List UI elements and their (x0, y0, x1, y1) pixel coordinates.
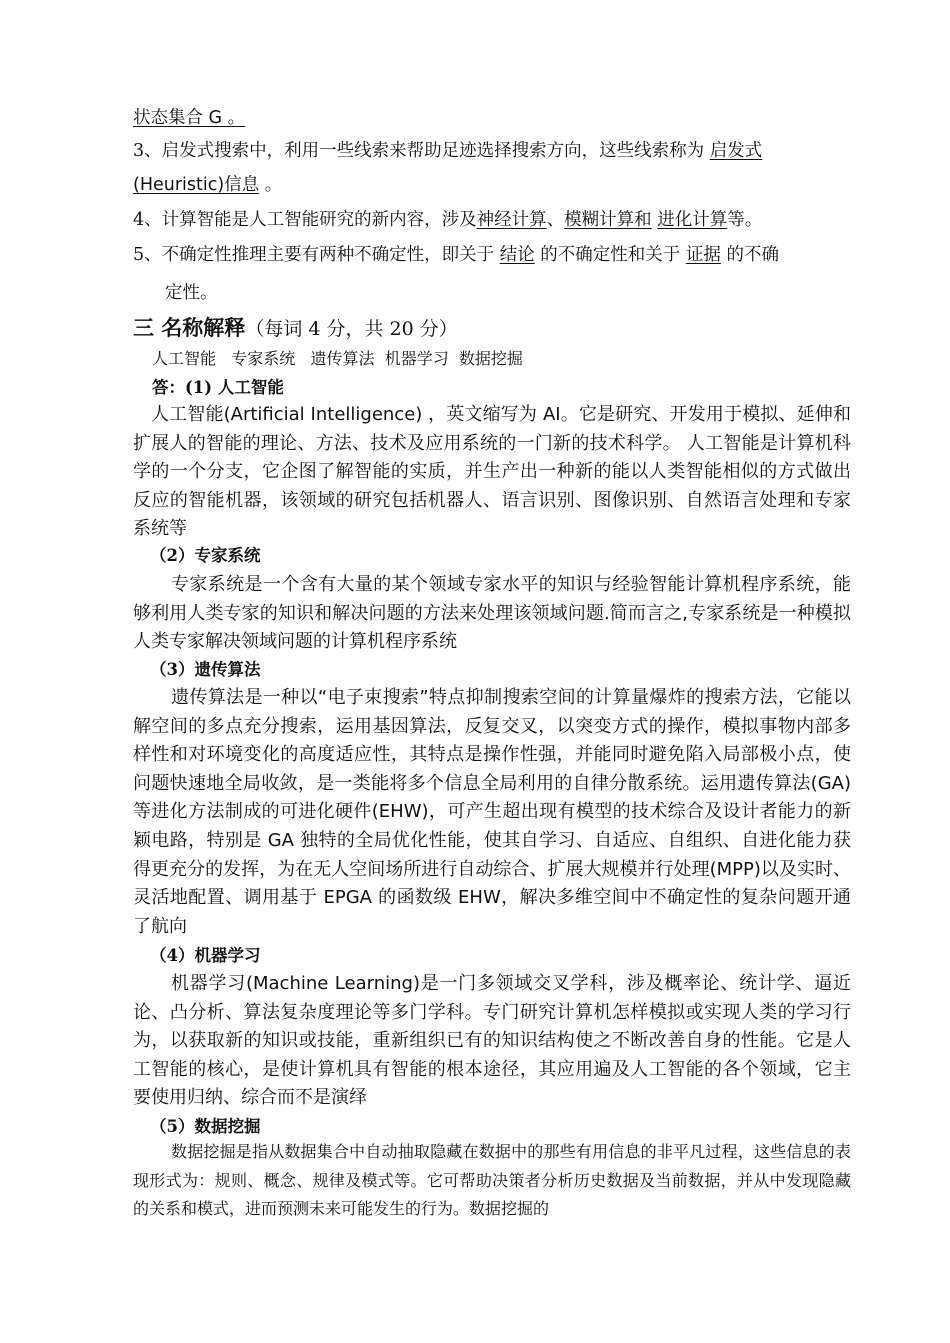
answer-4-label (150, 945, 870, 967)
q4-answer-neural: 神经计算 (476, 210, 547, 230)
question-5-line-1 (133, 244, 853, 266)
paragraph-machine-learning: 机器学习(Machine Learning)是一门多领域交叉学科，涉及概率论、统计学、逼近论、凸分析、算法复杂度理论等多门学科。专门研究计算机怎样模拟或实现人类的学习行为，以获取新的知识或技能，重新组织已有的知识结构使之不断改善自身的性能。它是人工智能的核心，是使计算机具有智能的根本途径，其应用遍及人工智能的各个领域，它主要使用归纳、综合而不是演绎 (133, 973, 851, 1109)
q3-answer-heuristic: 启发式 (709, 141, 763, 161)
q4-answer-evolutionary: 进化计算 (657, 210, 728, 230)
paragraph-data-mining: 数据挖掘是指从数据集合中自动抽取隐藏在数据中的那些有用信息的非平凡过程，这些信息的表现形式为：规则、概念、规律及模式等。它可帮助决策者分析历史数据及当前数据，并从中发现隐藏的关系和模式，进而预测未来可能发生的行为。数据挖掘的 (133, 1142, 851, 1219)
question-5-line-2 (165, 282, 885, 304)
q4-end: 等。 (727, 210, 763, 230)
paragraph-expert-system: 专家系统是一个含有大量的某个领域专家水平的知识与经验智能计算机程序系统，能够利用人类专家的知识和解决问题的方法来处理该领域问题.简而言之,专家系统是一种模拟人类专家解决领域问题的计算机程序系统 (133, 574, 851, 653)
answer-2-label (150, 545, 870, 567)
question-3-line-1 (133, 140, 853, 162)
answer-ml-label: （4）机器学习 (150, 946, 261, 965)
q5-answer-conclusion: 结论 (499, 245, 535, 265)
section-score-note: （每词 4 分，共 20 分） (245, 318, 458, 340)
answer-1-label (152, 377, 872, 399)
q5-end: 的不确 (726, 245, 779, 265)
q3-text: 3、启发式搜索中，利用一些线索来帮助足迹选择搜索方向，这些线索称为 (133, 141, 705, 161)
term-list-text: 人工智能 专家系统 遗传算法 机器学习 数据挖掘 (152, 349, 523, 368)
q5-mid: 的不确定性和关于 (540, 245, 681, 265)
q5-text: 5、不确定性推理主要有两种不确定性，即关于 (133, 245, 495, 265)
paragraph-genetic-algorithm: 遗传算法是一种以“电子束搜索”特点抑制搜索空间的计算量爆炸的搜索方法，它能以解空间的多点充分搜索，运用基因算法，反复交叉，以突变方式的操作，模拟事物内部多样性和对环境变化的高度适应性，其特点是操作性强，并能同时避免陷入局部极小点，使问题快速地全局收敛，是一类能将多个信息全局利用的自律分散系统。运用遗传算法(GA)等进化方法制成的可进化硬件(EHW)，可产生超出现有模型的技术综合及设计者能力的新颖电路，特别是 GA 独特的全局优化性能，使其自学习、自适应、自组织、自进化能力获得更充分的发挥，为在无人空间场所进行自动综合、扩展大规模并行处理(MPP)以及实时、灵活地配置、调用基于 EPGA 的函数级 EHW，解决多维空间中不确定性的复杂问题开通了航向 (133, 687, 851, 937)
q3-answer-heuristic-info: (Heuristic)信息 (133, 175, 260, 195)
term-list (152, 348, 872, 370)
state-set-text: 状态集合 G 。 (133, 108, 246, 128)
question-3-line-2 (133, 174, 853, 196)
question-4-line (133, 209, 853, 231)
q4-answer-fuzzy: 模糊计算和 (564, 210, 652, 230)
answer-dm-label: （5）数据挖掘 (150, 1117, 261, 1136)
answer-expert-label: （2）专家系统 (150, 546, 261, 565)
paragraph-ai: 人工智能(Artificial Intelligence) ，英文缩写为 AI。它是研究、开发用于模拟、延伸和扩展人的智能的理论、方法、技术及应用系统的一门新的技术科学。 人工智能是计算机科学的一个分支，它企图了解智能的实质，并生产出一种新的能以人类智能相似的方式做出反应的智能机器，该领域的研究包括机器人、语言识别、图像识别、自然语言处理和专家系统等 (133, 404, 851, 540)
section-3-heading (133, 317, 853, 340)
line-state-set (133, 107, 853, 129)
q4-text: 4、计算智能是人工智能研究的新内容，涉及 (133, 210, 477, 230)
section-title: 三 名称解释 (133, 316, 246, 340)
q4-sep: 、 (546, 210, 565, 230)
answer-3-label (150, 659, 870, 681)
q3-end: 。 (264, 175, 283, 195)
q5-continuation: 定性。 (165, 283, 218, 303)
answer-5-label (150, 1116, 870, 1138)
q5-answer-evidence: 证据 (685, 245, 721, 265)
answer-ga-label: （3）遗传算法 (150, 660, 261, 679)
answer-ai-label: 答：(1) 人工智能 (152, 378, 284, 397)
